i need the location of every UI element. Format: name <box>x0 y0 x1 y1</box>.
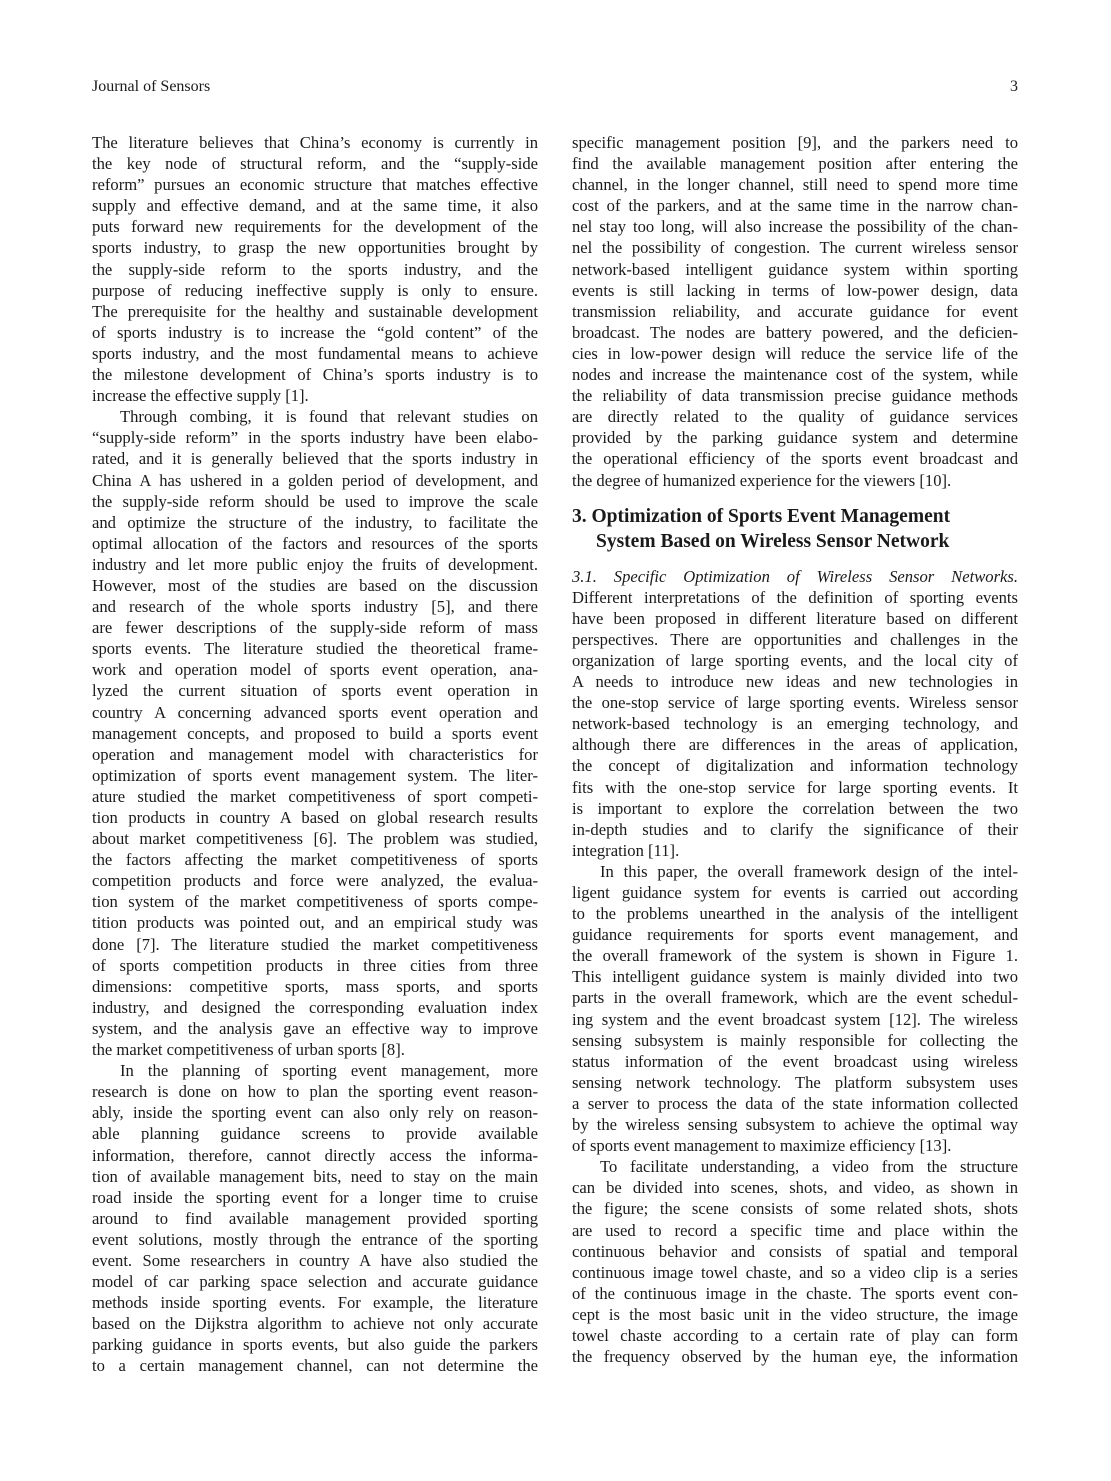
text-line: channel, in the longer channel, still need to spend more time <box>572 175 1018 195</box>
text-line: ing system and the event broadcast system [12]. The wireless <box>572 1009 1018 1029</box>
text-line: perspectives. There are opportunities and challenges in the <box>572 629 1018 649</box>
text-line: Through combing, it is found that relevant studies on <box>120 407 538 427</box>
text-line: lyzed the current situation of sports event operation in <box>92 681 538 701</box>
section-heading-line-2: System Based on Wireless Sensor Network <box>596 530 950 552</box>
text-line: However, most of the studies are based on the discussion <box>92 575 538 595</box>
right-column-body-text <box>572 587 1018 1367</box>
text-line: nel the possibility of congestion. The current wireless sensor <box>572 238 1018 258</box>
text-line: sensing network technology. The platform subsystem uses <box>572 1072 1018 1092</box>
text-line: the degree of humanized experience for the viewers [10]. <box>572 470 952 490</box>
text-line: A needs to introduce new ideas and new technologies in <box>572 672 1018 692</box>
subsection-heading <box>572 566 1018 587</box>
text-line: competition products and force were analyzed, the evalua- <box>92 871 538 891</box>
text-line: sports industry, to grasp the new opportunities brought by <box>92 238 538 258</box>
right-column-intro-text <box>572 132 1018 491</box>
page-number: 3 <box>1010 78 1018 95</box>
text-line: about market competitiveness [6]. The problem was studied, <box>92 829 538 849</box>
text-line: the milestone development of China’s sports industry is to <box>92 365 538 385</box>
text-line: increase the effective supply [1]. <box>92 386 309 406</box>
text-line: This intelligent guidance system is mainly divided into two <box>572 967 1018 987</box>
text-line: reform” pursues an economic structure that matches effective <box>92 175 538 195</box>
text-line: of sports competition products in three cities from three <box>92 955 538 975</box>
text-line: dimensions: competitive sports, mass sports, and sports <box>92 976 538 996</box>
text-line: industry, and designed the corresponding evaluation index <box>92 997 538 1017</box>
text-line: In this paper, the overall framework design of the intel- <box>600 861 1018 881</box>
text-line: the frequency observed by the human eye, the information <box>572 1347 1018 1367</box>
text-line: have been proposed in different literature based on different <box>572 608 1018 628</box>
text-line: tion products in country A based on global research results <box>92 808 538 827</box>
text-line: tion system of the market competitiveness of sports compe- <box>92 892 538 912</box>
text-line: China A has ushered in a golden period of development, and <box>92 470 538 490</box>
text-line: the supply-side reform to the sports industry, and the <box>92 259 538 279</box>
text-line: are fewer descriptions of the supply-side reform of mass <box>92 618 538 638</box>
text-line: and research of the whole sports industry [5], and there <box>92 597 538 617</box>
text-line: to a certain management channel, can not determine the <box>92 1356 538 1376</box>
text-line: cost of the parkers, and at the same time in the narrow chan- <box>572 196 1018 216</box>
right-column <box>572 132 1018 1367</box>
running-header <box>92 78 1018 100</box>
text-line: the figure; the scene consists of some related shots, shots <box>572 1199 1018 1219</box>
text-line: purpose of reducing ineffective supply is only to ensure. <box>92 280 538 300</box>
text-line: country A concerning advanced sports event operation and <box>92 702 538 722</box>
text-line: research is done on how to plan the sporting event reason- <box>92 1082 538 1102</box>
text-line: parts in the overall framework, which are the event schedul- <box>572 988 1018 1008</box>
text-line: specific management position [9], and the parkers need to <box>572 133 1018 152</box>
text-line: network-based technology is an emerging technology, and <box>572 714 1018 734</box>
text-line: The literature believes that China’s economy is currently in <box>92 133 538 152</box>
text-line: continuous image towel chaste, and so a video clip is a series <box>572 1262 1018 1282</box>
text-line: is important to explore the correlation between the two <box>572 798 1018 818</box>
text-line: find the available management position after entering the <box>572 154 1018 174</box>
section-heading-line-1: 3. Optimization of Sports Event Management <box>572 505 951 527</box>
text-line: The prerequisite for the healthy and sustainable development <box>92 301 538 321</box>
text-line: fits with the one-stop service for large sporting events. It <box>572 777 1018 797</box>
text-line: the operational efficiency of the sports event broadcast and <box>572 449 1018 469</box>
text-line: information, therefore, cannot directly access the informa- <box>92 1145 538 1165</box>
text-line: rated, and it is generally believed that the sports industry in <box>92 449 538 469</box>
text-line: In the planning of sporting event management, more <box>120 1061 538 1081</box>
text-line: the reliability of data transmission precise guidance methods <box>572 386 1018 406</box>
text-line: of the continuous image in the chaste. The sports event con- <box>572 1283 1018 1303</box>
text-line: parking guidance in sports events, but also guide the parkers <box>92 1335 538 1355</box>
text-line: work and operation model of sports event operation, ana- <box>92 660 538 680</box>
text-line: supply and effective demand, and at the same time, it also <box>92 196 538 216</box>
text-line: to the problems unearthed in the analysis of the intelligent <box>572 904 1018 924</box>
text-line: although there are differences in the areas of application, <box>572 735 1018 755</box>
text-line: organization of large sporting events, and the local city of <box>572 650 1018 670</box>
text-line: model of car parking space selection and accurate guidance <box>92 1272 538 1292</box>
text-line: To facilitate understanding, a video from the structure <box>600 1157 1018 1177</box>
journal-title: Journal of Sensors <box>92 78 211 95</box>
text-line: system, and the analysis gave an effective way to improve <box>92 1018 538 1038</box>
text-line: provided by the parking guidance system and determine <box>572 428 1018 448</box>
text-line: guidance requirements for sports event management, and <box>572 925 1018 945</box>
text-line: optimization of sports event management system. The liter- <box>92 765 538 785</box>
text-line: management concepts, and proposed to build a sports event <box>92 723 538 743</box>
text-line: the market competitiveness of urban sports [8]. <box>92 1040 405 1060</box>
left-column <box>92 132 538 1377</box>
text-line: nel stay too long, will also increase the possibility of the chan- <box>572 217 1018 237</box>
text-line: towel chaste according to a certain rate of play can form <box>572 1325 1018 1345</box>
text-line: transmission reliability, and accurate guidance for event <box>572 301 1018 321</box>
section-heading <box>572 504 1018 554</box>
text-line: able planning guidance screens to provide available <box>92 1124 538 1144</box>
text-line: are directly related to the quality of guidance services <box>572 407 1018 427</box>
text-line: based on the Dijkstra algorithm to achieve not only accurate <box>92 1314 538 1334</box>
text-line: broadcast. The nodes are battery powered, and the deficien- <box>572 322 1018 342</box>
text-line: the one-stop service of large sporting events. Wireless sensor <box>572 693 1018 713</box>
text-line: the overall framework of the system is shown in Figure 1. <box>572 946 1018 966</box>
text-line: puts forward new requirements for the development of the <box>92 217 538 237</box>
text-line: can be divided into scenes, shots, and video, as shown in <box>572 1178 1018 1198</box>
text-line: by the wireless sensing subsystem to achieve the optimal way <box>572 1115 1018 1135</box>
text-line: operation and management model with characteristics for <box>92 744 538 764</box>
text-line: Different interpretations of the definition of sporting events <box>572 587 1018 607</box>
text-line: around to find available management provided sporting <box>92 1208 538 1228</box>
text-line: sports industry, and the most fundamental means to achieve <box>92 343 538 363</box>
text-line: “supply-side reform” in the sports industry have been elabo- <box>92 428 538 448</box>
text-line: sensing subsystem is mainly responsible for collecting the <box>572 1030 1018 1050</box>
text-line: integration [11]. <box>572 840 680 860</box>
text-line: event. Some researchers in country A have also studied the <box>92 1250 538 1270</box>
text-line: status information of the event broadcast using wireless <box>572 1051 1018 1071</box>
text-line: events is still lacking in terms of low-power design, data <box>572 280 1018 300</box>
text-line: sports events. The literature studied the theoretical frame- <box>92 639 538 659</box>
text-line: the supply-side reform should be used to improve the scale <box>92 491 538 511</box>
text-line: cept is the most basic unit in the video structure, the image <box>572 1304 1018 1324</box>
text-line: the key node of structural reform, and the “supply-side <box>92 154 538 174</box>
text-line: the concept of digitalization and information technology <box>572 756 1018 776</box>
text-line: cies in low-power design will reduce the service life of the <box>572 343 1018 363</box>
text-line: optimal allocation of the factors and resources of the sports <box>92 533 538 553</box>
text-line: nodes and increase the maintenance cost of the system, while <box>572 365 1018 385</box>
text-line: of sports industry is to increase the “gold content” of the <box>92 322 538 342</box>
text-line: methods inside sporting events. For example, the literature <box>92 1293 538 1313</box>
text-line: event solutions, mostly through the entrance of the sporting <box>92 1229 538 1249</box>
text-line: tition products was pointed out, and an empirical study was <box>92 913 538 933</box>
text-line: done [7]. The literature studied the market competitiveness <box>92 934 538 954</box>
text-line: continuous behavior and consists of spatial and temporal <box>572 1241 1018 1261</box>
text-line: in-depth studies and to clarify the significance of their <box>572 819 1018 839</box>
text-line: of sports event management to maximize efficiency [13]. <box>572 1136 952 1156</box>
text-line: the factors affecting the market competitiveness of sports <box>92 850 538 870</box>
text-line: a server to process the data of the state information collected <box>572 1093 1018 1113</box>
text-line: industry and let more public enjoy the fruits of development. <box>92 554 538 574</box>
text-line: road inside the sporting event for a longer time to cruise <box>92 1187 538 1207</box>
text-line: network-based intelligent guidance system within sporting <box>572 259 1018 279</box>
text-line: are used to record a specific time and place within the <box>572 1220 1018 1240</box>
subsection-label: 3.1. Specific Optimization of Wireless Sensor Networks. <box>572 566 1018 586</box>
text-line: ably, inside the sporting event can also only rely on reason- <box>92 1103 538 1123</box>
text-line: and optimize the structure of the industry, to facilitate the <box>92 512 538 532</box>
text-line: ature studied the market competitiveness of sport competi- <box>92 786 538 806</box>
text-line: ligent guidance system for events is carried out according <box>572 883 1018 902</box>
text-line: tion of available management bits, need to stay on the main <box>92 1166 538 1186</box>
